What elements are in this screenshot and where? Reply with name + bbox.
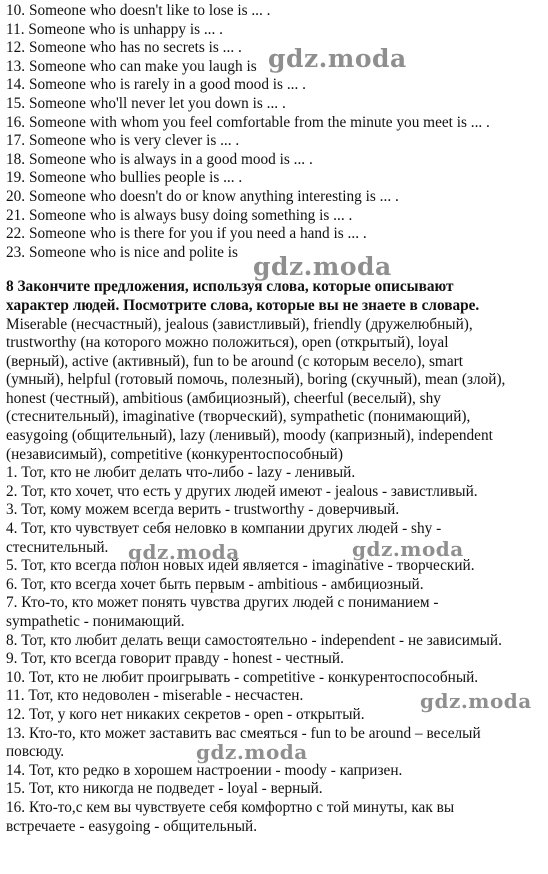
list-item: 18. Someone who is always in a good mood is ... . — [6, 150, 313, 168]
vocabulary-list — [6, 316, 544, 465]
vocab-line: (умный), helpful (готовый помочь, полезный), boring (скучный), mean (злой), — [6, 371, 506, 389]
vocab-line: (независимый), competitive (конкурентоспособный) — [6, 445, 343, 463]
answer-line: 5. Тот, кто всегда полон новых идей является - imaginative - творческий. — [6, 557, 475, 575]
watermark: gdz.moda — [352, 537, 464, 561]
answer-line: встречаете - easygoing - общительный. — [6, 817, 258, 835]
answer-line: 11. Тот, кто недоволен - miserable - несчастен. — [6, 687, 304, 705]
answer-line: 14. Тот, кто редко в хорошем настроении - moody - капризен. — [6, 761, 403, 779]
answer-line: 6. Тот, кто всегда хочет быть первым - ambitious - амбициозный. — [6, 575, 424, 593]
list-item: 23. Someone who is nice and polite is — [6, 243, 238, 261]
list-item: 20. Someone who doesn't do or know anything interesting is ... . — [6, 187, 399, 205]
list-item: 19. Someone who bullies people is ... . — [6, 169, 243, 187]
vocab-line: easygoing (общительный), lazy (ленивый), moody (капризный), independent — [6, 427, 493, 445]
list-item: 11. Someone who is unhappy is ... . — [6, 20, 223, 38]
answer-line: 12. Тот, у кого нет никаких секретов - open - открытый. — [6, 705, 365, 723]
answer-line: 16. Кто-то,с кем вы чувствуете себя комфортно с той минуты, как вы — [6, 798, 455, 816]
watermark: gdz.moda — [253, 252, 392, 281]
sentence-list — [6, 2, 544, 262]
answer-list — [6, 464, 544, 836]
vocab-line: (верный), active (активный), fun to be around (с которым весело), smart — [6, 352, 463, 370]
list-item: 14. Someone who is rarely in a good mood is ... . — [6, 76, 306, 94]
heading-line: характер людей. Посмотрите слова, которые вы не знаете в словаре. — [6, 296, 480, 314]
heading-line: 8 Закончите предложения, используя слова, которые описывают — [6, 278, 454, 296]
list-item: 10. Someone who doesn't like to lose is ... . — [6, 2, 271, 19]
list-item: 13. Someone who can make you laugh is — [6, 57, 257, 75]
answer-line: стеснительный. — [6, 538, 109, 556]
list-item: 22. Someone who is there for you if you need a hand is ... . — [6, 225, 367, 243]
answer-line: sympathetic - понимающий. — [6, 613, 185, 630]
list-item: 12. Someone who has no secrets is ... . — [6, 39, 242, 57]
list-item: 21. Someone who is always busy doing something is ... . — [6, 206, 353, 224]
answer-line: 13. Кто-то, кто может заставить вас смеяться - fun to be around – веселый — [6, 724, 481, 742]
answer-line: 3. Тот, кому можем всегда верить - trustworthy - доверчивый. — [6, 501, 400, 519]
watermark: gdz.moda — [420, 689, 532, 713]
answer-line: 1. Тот, кто не любит делать что-либо - lazy - ленивый. — [6, 464, 356, 482]
answer-line: 4. Тот, кто чувствует себя неловко в компании других людей - shy - — [6, 520, 442, 538]
vocab-line: honest (честный), ambitious (амбициозный), cheerful (веселый), shy — [6, 389, 441, 407]
answer-line: 2. Тот, кто хочет, что есть у других людей имеют - jealous - завистливый. — [6, 482, 478, 500]
list-item: 17. Someone who is very clever is ... . — [6, 132, 240, 150]
vocab-line: (стеснительный), imaginative (творческий), sympathetic (понимающий), — [6, 408, 471, 426]
watermark: gdz.moda — [128, 540, 240, 564]
watermark: gdz.moda — [196, 740, 308, 764]
answer-line: 9. Тот, кто всегда говорит правду - honest - честный. — [6, 650, 344, 668]
vocab-line: Miserable (несчастный), jealous (завистливый), friendly (дружелюбный), — [6, 315, 473, 333]
task-heading — [6, 278, 544, 315]
vocab-line: trustworthy (на которого можно положиться), open (открытый), loyal — [6, 334, 449, 352]
answer-line: 8. Тот, кто любит делать вещи самостоятельно - independent - не зависимый. — [6, 631, 502, 649]
answer-line: 7. Кто-то, кто может понять чувства других людей с пониманием - — [6, 594, 439, 612]
answer-line: повсюду. — [6, 743, 65, 761]
answer-line: 10. Тот, кто не любит проигрывать - competitive - конкурентоспособный. — [6, 668, 479, 686]
watermark: gdz.moda — [268, 44, 407, 73]
list-item: 15. Someone who'll never let you down is ... . — [6, 94, 286, 112]
answer-line: 15. Тот, кто никогда не подведет - loyal - верный. — [6, 780, 323, 798]
list-item: 16. Someone with whom you feel comfortable from the minute you meet is ... . — [6, 113, 490, 131]
